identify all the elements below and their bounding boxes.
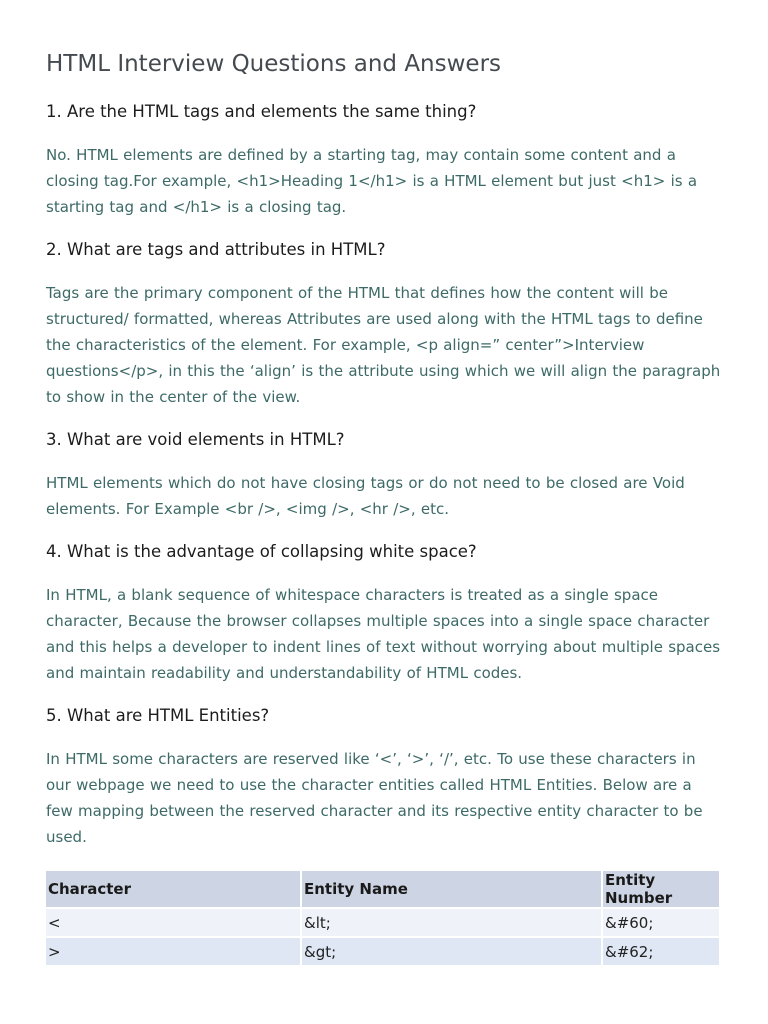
question-1: 1. Are the HTML tags and elements the same thing? (46, 102, 477, 121)
question-2: 2. What are tags and attributes in HTML? (46, 240, 386, 259)
header-entity-name: Entity Name (302, 871, 601, 907)
html-entities-table (44, 869, 721, 967)
cell-character: > (46, 938, 300, 965)
page-title: HTML Interview Questions and Answers (46, 51, 502, 77)
cell-entity-name: &gt; (302, 938, 601, 965)
answer-4: In HTML, a blank sequence of whitespace characters is treated as a single space character, Because the browser collapses multiple spaces into a single space character and this helps a developer to indent lines of text without worrying about multiple spaces and maintain readability and understandability of HTML codes. (46, 586, 721, 682)
cell-entity-number: &#60; (603, 909, 719, 936)
header-entity-number: Entity Number (603, 871, 719, 907)
cell-entity-name: &lt; (302, 909, 601, 936)
answer-2: Tags are the primary component of the HTML that defines how the content will be structured/ formatted, whereas Attributes are used along with the HTML tags to define the characteristics of the element. For example, <p align=” center”>Interview questions</p>, in this the ‘align’ is the attribute using which we will align the paragraph to show in the center of the view. (46, 284, 721, 406)
table-header-row (46, 871, 719, 907)
header-character: Character (46, 871, 300, 907)
table-row (46, 909, 719, 936)
answer-3: HTML elements which do not have closing tags or do not need to be closed are Void elements. For Example <br />, <img />, <hr />, etc. (46, 474, 685, 518)
table-row (46, 938, 719, 965)
cell-entity-number: &#62; (603, 938, 719, 965)
question-3: 3. What are void elements in HTML? (46, 430, 345, 449)
question-4: 4. What is the advantage of collapsing white space? (46, 542, 477, 561)
cell-character: < (46, 909, 300, 936)
answer-5: In HTML some characters are reserved like ‘<’, ‘>’, ‘/’, etc. To use these characters in our webpage we need to use the character entities called HTML Entities. Below are a few mapping between the reserved character and its respective entity character to be used. (46, 750, 703, 846)
answer-1: No. HTML elements are defined by a starting tag, may contain some content and a closing tag.For example, <h1>Heading 1</h1> is a HTML element but just <h1> is a starting tag and </h1> is a closing tag. (46, 146, 698, 216)
question-5: 5. What are HTML Entities? (46, 706, 270, 725)
